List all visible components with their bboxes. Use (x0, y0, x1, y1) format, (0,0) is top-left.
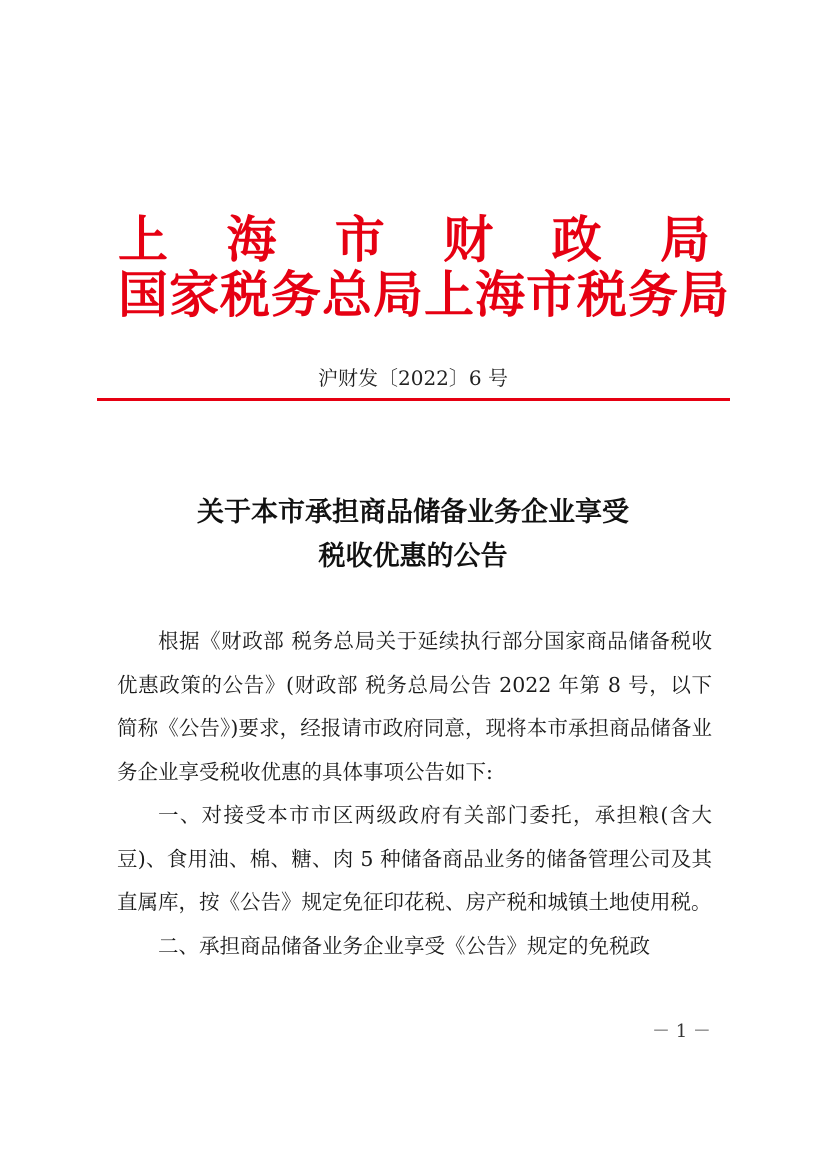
issuer-char: 上 (118, 211, 168, 269)
document-title-line-1: 关于本市承担商品储备业务企业享受 (197, 497, 629, 528)
issuer-char: 市 (334, 211, 385, 269)
issuer-char: 海 (226, 211, 277, 269)
issuer-line-1 (118, 210, 710, 270)
document-body (117, 620, 712, 968)
issuer-char: 财 (443, 211, 494, 269)
issuer-line-2: 国家税务总局上海市税务局 (118, 266, 730, 324)
red-divider-line (97, 398, 730, 401)
body-paragraph: 二、承担商品储备业务企业享受《公告》规定的免税政 (158, 933, 650, 958)
issuer-char: 政 (551, 211, 602, 269)
document-title-line-2: 税收优惠的公告 (318, 541, 508, 572)
page-number: － 1 － (652, 1021, 711, 1042)
issuer-char: 局 (659, 211, 710, 269)
document-number: 沪财发〔2022〕6 号 (318, 366, 508, 390)
body-paragraph: 一、对接受本市市区两级政府有关部门委托，承担粮(含大豆)、食用油、棉、糖、肉 5 种储备商品业务的储备管理公司及其直属库，按《公告》规定免征印花税、房产税和城镇土地使用税。 (117, 803, 712, 914)
body-paragraph: 根据《财政部 税务总局关于延续执行部分国家商品储备税收优惠政策的公告》(财政部 税务总局公告 2022 年第 8 号，以下简称《公告》)要求，经报请市政府同意，现将本市承担商品储备业务企业享受税收优惠的具体事项公告如下: (117, 629, 712, 784)
